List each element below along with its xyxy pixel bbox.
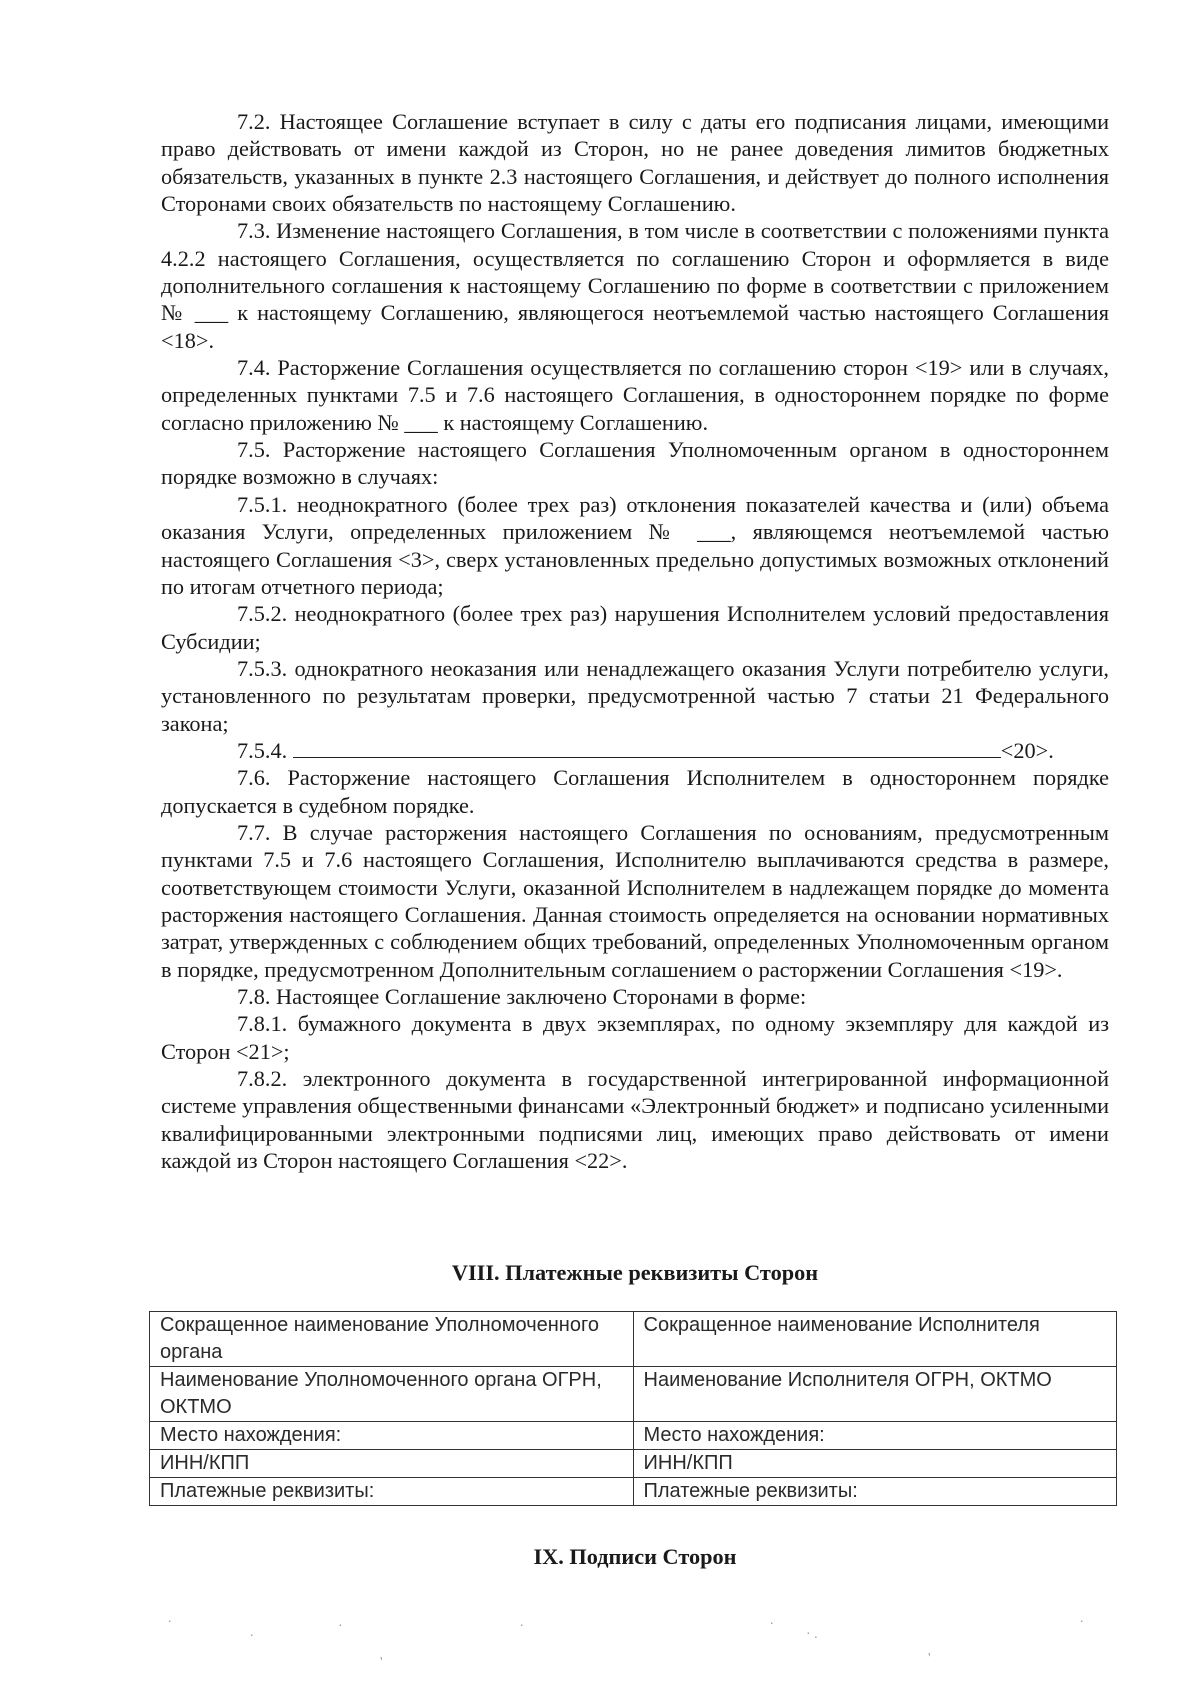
table-cell: Сокращенное наименование Уполномоченного органа (150, 1312, 634, 1367)
paragraph-7-8: 7.8. Настоящее Соглашение заключено Сторонами в форме: (237, 984, 807, 1009)
scan-artifact: . (1080, 1611, 1084, 1626)
paragraph-7-8-1: 7.8.1. бумажного документа в двух экземплярах, по одному экземпляру для каждой из Сторон <21>; (161, 1011, 1109, 1064)
scan-artifact: · (338, 1619, 343, 1634)
table-cell: Платежные реквизиты: (150, 1478, 634, 1506)
table-cell: Наименование Уполномоченного органа ОГРН, ОКТМО (150, 1367, 634, 1422)
paragraph-7-3: 7.3. Изменение настоящего Соглашения, в том числе в соответствии с положениями пункта 4.2.2 настоящего Соглашения, осуществляется по соглашению Сторон и оформляется в виде дополнительного соглашения к настоящему Соглашению по форме в соответствии с приложением № ___ к настоящему Соглашению, являющегося неотъемлемой частью настоящего Соглашения <18>. (161, 218, 1109, 353)
table-cell: Место нахождения: (633, 1422, 1117, 1450)
table-cell: Место нахождения: (150, 1422, 634, 1450)
scan-artifact: . (250, 1625, 254, 1640)
table-cell: ИНН/КПП (633, 1450, 1117, 1478)
paragraph-7-5-1: 7.5.1. неоднократного (более трех раз) отклонения показателей качества и (или) объема оказания Услуги, определенных приложением № ___, являющемся неотъемлемой частью настоящего Соглашения <3>, сверх установленных предельно допустимых возможных отклонений по итогам отчетного периода; (161, 491, 1109, 599)
scan-artifact: · . (806, 1627, 818, 1642)
scan-artifact: . (168, 1611, 172, 1626)
table-cell: Сокращенное наименование Исполнителя (633, 1312, 1117, 1367)
agreement-body (161, 108, 1109, 1174)
table-cell: Наименование Исполнителя ОГРН, ОКТМО (633, 1367, 1117, 1422)
paragraph-7-5-4 (161, 737, 1109, 764)
paragraph-7-2: 7.2. Настоящее Соглашение вступает в силу с даты его подписания лицами, имеющими право действовать от имени каждой из Сторон, но не ранее доведения лимитов бюджетных обязательств, указанных в пункте 2.3 настоящего Соглашения, и действует до полного исполнения Сторонами своих обязательств по настоящему Соглашению. (161, 109, 1109, 217)
table-row (150, 1367, 1117, 1422)
payment-requisites-table (149, 1311, 1117, 1506)
section-viii-title: VIII. Платежные реквизиты Сторон (451, 1260, 819, 1285)
scan-artifact: . (770, 1613, 774, 1628)
scan-artifact: ' (380, 1655, 383, 1670)
scan-artifact: ' (928, 1651, 931, 1666)
paragraph-7-6: 7.6. Расторжение настоящего Соглашения Исполнителем в одностороннем порядке допускается в судебном порядке. (161, 765, 1109, 818)
paragraph-7-5-4-number: 7.5.4. (237, 737, 288, 763)
paragraph-7-7: 7.7. В случае расторжения настоящего Соглашения по основаниям, предусмотренным пунктами 7.5 и 7.6 настоящего Соглашения, Исполнителю выплачиваются средства в размере, соответствующем стоимости Услуги, оказанной Исполнителем в надлежащем порядке до момента расторжения настоящего Соглашения. Данная стоимость определяется на основании нормативных затрат, утвержденных с соблюдением общих требований, определенных Уполномоченным органом в порядке, предусмотренном Дополнительным соглашением о расторжении Соглашения <19>. (161, 819, 1109, 982)
scan-artifact: . (520, 1615, 524, 1630)
paragraph-7-5-2: 7.5.2. неоднократного (более трех раз) нарушения Исполнителем условий предоставления Субсидии; (161, 601, 1109, 654)
paragraph-7-4: 7.4. Расторжение Соглашения осуществляется по соглашению сторон <19> или в случаях, определенных пунктами 7.5 и 7.6 настоящего Соглашения, в одностороннем порядке по форме согласно приложению № ___ к настоящему Соглашению. (161, 355, 1109, 435)
table-row (150, 1450, 1117, 1478)
table-cell: Платежные реквизиты: (633, 1478, 1117, 1506)
table-row (150, 1478, 1117, 1506)
section-ix-title: IX. Подписи Сторон (533, 1544, 737, 1569)
paragraph-7-5: 7.5. Расторжение настоящего Соглашения Уполномоченным органом в одностороннем порядке возможно в случаях: (161, 437, 1109, 490)
fill-in-line (293, 757, 1001, 758)
paragraph-7-5-3: 7.5.3. однократного неоказания или ненадлежащего оказания Услуги потребителю услуги, установленного по результатам проверки, предусмотренной частью 7 статьи 21 Федерального закона; (161, 655, 1109, 736)
table-row (150, 1422, 1117, 1450)
table-row (150, 1312, 1117, 1367)
paragraph-7-8-2: 7.8.2. электронного документа в государственной интегрированной информационной системе управления общественными финансами «Электронный бюджет» и подписано усиленными квалифицированными электронными подписями лиц, имеющих право действовать от имени каждой из Сторон настоящего Соглашения <22>. (161, 1066, 1109, 1174)
table-cell: ИНН/КПП (150, 1450, 634, 1478)
paragraph-7-5-4-reference: <20>. (1000, 737, 1054, 763)
